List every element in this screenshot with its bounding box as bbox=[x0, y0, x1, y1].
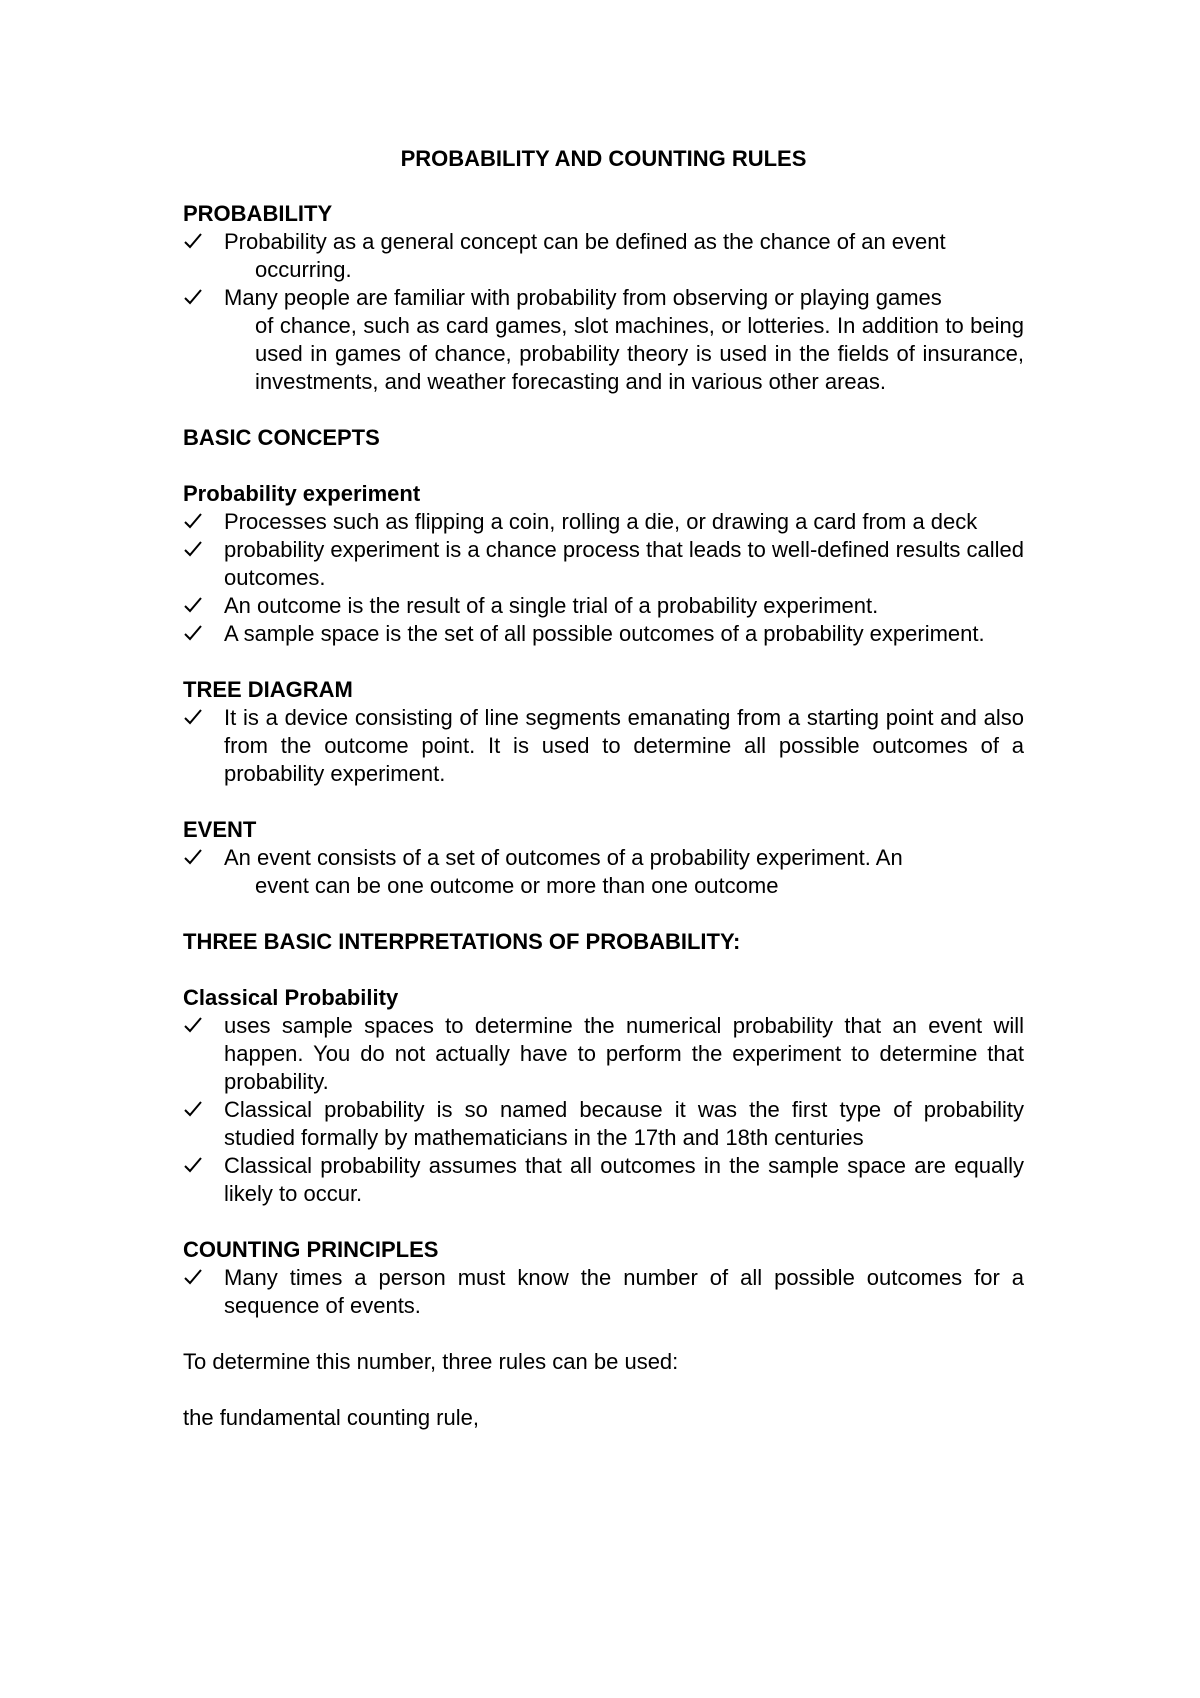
document-title: PROBABILITY AND COUNTING RULES bbox=[400, 146, 807, 171]
item-text: probability experiment is a chance process that leads to well-defined results called outcomes. bbox=[224, 537, 1024, 590]
item-text: Classical probability is so named because it was the first type of probability studied formally by mathematicians in the 17th and 18th centuries bbox=[224, 1097, 1024, 1150]
item-continuation: of chance, such as card games, slot machines, or lotteries. In addition to being used in games of chance, probability theory is used in the fields of insurance, investments, and weather forecasting and in various other areas. bbox=[255, 313, 1024, 394]
checkmark-icon bbox=[183, 623, 203, 643]
item-text: Classical probability assumes that all outcomes in the sample space are equally likely to occur. bbox=[224, 1153, 1024, 1206]
checkmark-icon bbox=[183, 1099, 203, 1119]
checkmark-icon bbox=[183, 231, 203, 251]
item-first-line: Many people are familiar with probability from observing or playing games bbox=[224, 285, 942, 310]
checkmark-icon bbox=[183, 1015, 203, 1035]
item-text: uses sample spaces to determine the numerical probability that an event will happen. You do not actually have to perform the experiment to determine that probability. bbox=[224, 1013, 1024, 1094]
list-item bbox=[183, 228, 1024, 284]
item-continuation: event can be one outcome or more than one outcome bbox=[255, 873, 779, 898]
section-heading-counting-principles: COUNTING PRINCIPLES bbox=[183, 1237, 439, 1262]
section-heading-probability: PROBABILITY bbox=[183, 201, 333, 226]
basic-concepts-list bbox=[183, 508, 1024, 648]
checkmark-icon bbox=[183, 595, 203, 615]
checkmark-icon bbox=[183, 539, 203, 559]
checkmark-icon bbox=[183, 1155, 203, 1175]
list-item bbox=[183, 1152, 1024, 1208]
classical-probability-list bbox=[183, 1012, 1024, 1208]
probability-list bbox=[183, 228, 1024, 396]
list-item bbox=[183, 1096, 1024, 1152]
list-item bbox=[183, 508, 1024, 536]
section-heading-tree-diagram: TREE DIAGRAM bbox=[183, 677, 353, 702]
list-item bbox=[183, 284, 1024, 396]
list-item bbox=[183, 620, 1024, 648]
subheading-probability-experiment: Probability experiment bbox=[183, 481, 421, 506]
item-continuation: occurring. bbox=[255, 257, 352, 282]
paragraph-three-rules: To determine this number, three rules can be used: bbox=[183, 1349, 679, 1374]
list-item bbox=[183, 1012, 1024, 1096]
item-text: Many times a person must know the number of all possible outcomes for a sequence of events. bbox=[224, 1265, 1024, 1318]
list-item bbox=[183, 844, 1024, 900]
section-heading-interpretations: THREE BASIC INTERPRETATIONS OF PROBABILITY: bbox=[183, 929, 741, 954]
checkmark-icon bbox=[183, 287, 203, 307]
item-text: Processes such as flipping a coin, rolling a die, or drawing a card from a deck bbox=[224, 509, 978, 534]
paragraph-fundamental-rule: the fundamental counting rule, bbox=[183, 1405, 479, 1430]
list-item bbox=[183, 536, 1024, 592]
section-heading-event: EVENT bbox=[183, 817, 257, 842]
item-text: It is a device consisting of line segments emanating from a starting point and also from the outcome point. It is used to determine all possible outcomes of a probability experiment. bbox=[224, 705, 1024, 786]
checkmark-icon bbox=[183, 847, 203, 867]
counting-principles-list bbox=[183, 1264, 1024, 1320]
tree-diagram-list bbox=[183, 704, 1024, 788]
section-heading-basic-concepts: BASIC CONCEPTS bbox=[183, 425, 380, 450]
checkmark-icon bbox=[183, 707, 203, 727]
item-first-line: An event consists of a set of outcomes of a probability experiment. An bbox=[224, 845, 903, 870]
list-item bbox=[183, 704, 1024, 788]
list-item bbox=[183, 1264, 1024, 1320]
subheading-classical-probability: Classical Probability bbox=[183, 985, 399, 1010]
item-text: A sample space is the set of all possible outcomes of a probability experiment. bbox=[224, 621, 985, 646]
checkmark-icon bbox=[183, 511, 203, 531]
item-text: An outcome is the result of a single trial of a probability experiment. bbox=[224, 593, 879, 618]
list-item bbox=[183, 592, 1024, 620]
event-list bbox=[183, 844, 1024, 900]
checkmark-icon bbox=[183, 1267, 203, 1287]
item-first-line: Probability as a general concept can be defined as the chance of an event bbox=[224, 229, 946, 254]
